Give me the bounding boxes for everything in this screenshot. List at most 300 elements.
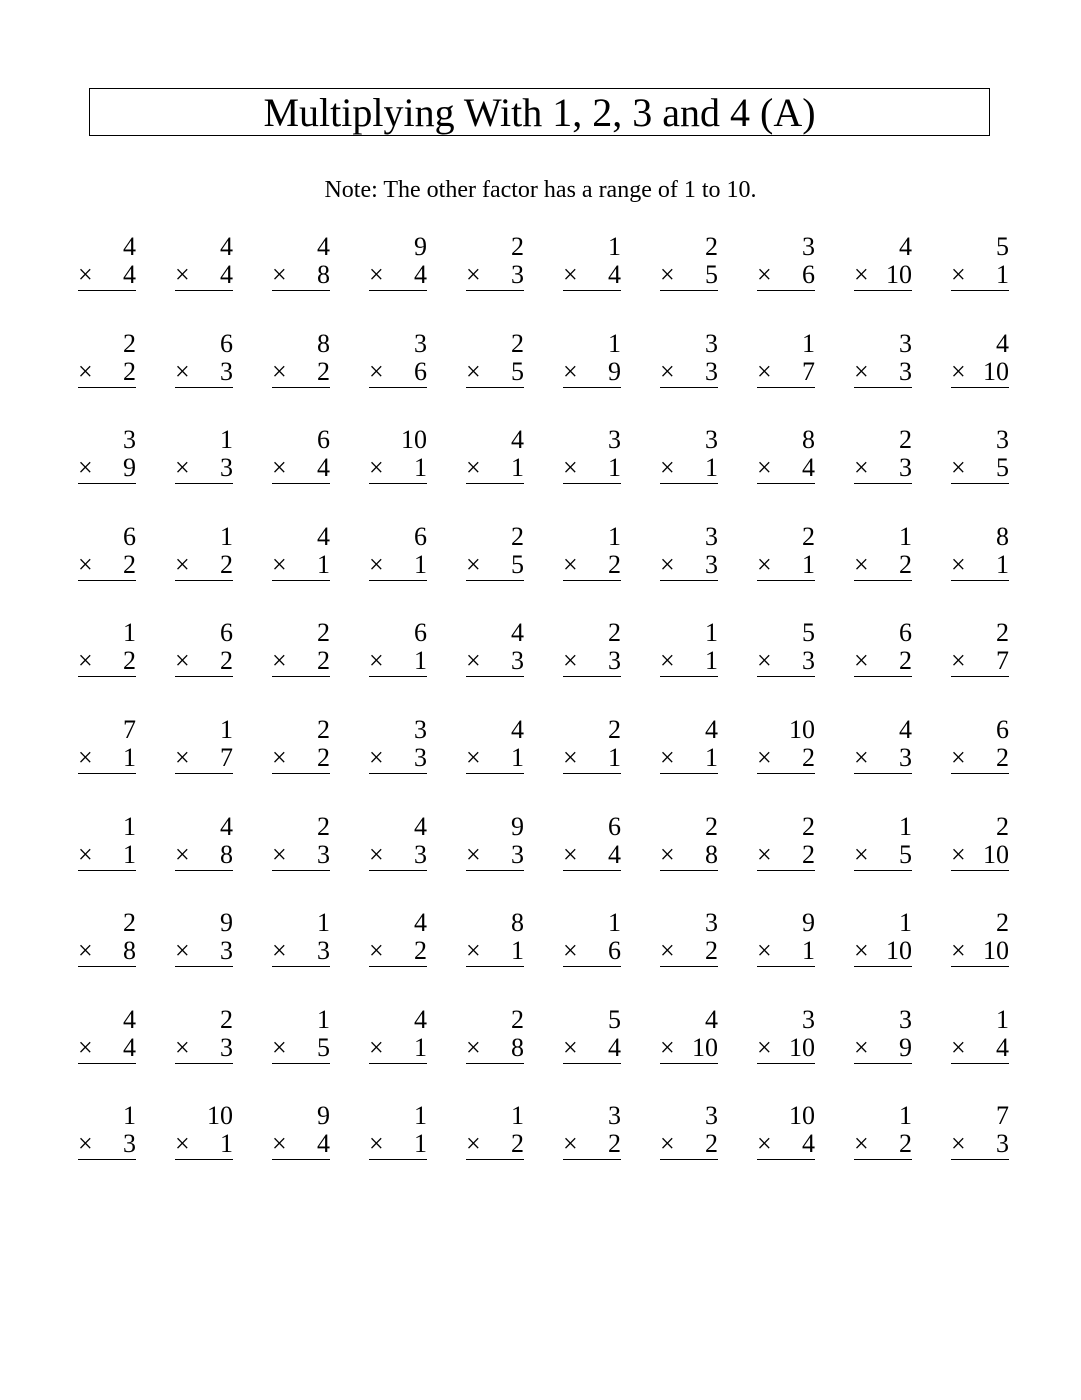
multiplication-problem <box>466 423 524 520</box>
multiplication-problem <box>563 230 621 327</box>
multiplication-problem <box>175 906 233 1003</box>
answer-line <box>757 262 815 291</box>
times-sign: × <box>175 742 190 772</box>
multiplication-problem <box>660 230 718 327</box>
top-factor: 1 <box>220 425 233 455</box>
bottom-factor: 10 <box>983 936 1009 966</box>
times-sign: × <box>175 646 190 676</box>
multiplication-problem <box>272 1003 330 1100</box>
multiplication-problem <box>272 423 330 520</box>
top-factor: 2 <box>996 811 1009 841</box>
bottom-factor: 2 <box>123 646 136 676</box>
top-factor: 4 <box>220 811 233 841</box>
answer-line <box>660 839 718 871</box>
multiplication-problem <box>563 713 621 810</box>
title-box <box>89 88 990 136</box>
multiplication-problem <box>660 616 718 713</box>
bottom-factor: 1 <box>123 839 136 869</box>
times-sign: × <box>563 453 578 483</box>
times-sign: × <box>78 549 93 579</box>
bottom-factor: 7 <box>802 356 815 386</box>
answer-line <box>854 455 912 484</box>
times-sign: × <box>78 742 93 772</box>
answer-line <box>951 455 1009 484</box>
multiplication-problem <box>466 230 524 327</box>
times-sign: × <box>466 356 481 386</box>
multiplication-problem <box>563 423 621 520</box>
times-sign: × <box>660 839 675 869</box>
answer-line <box>466 549 524 581</box>
multiplication-problem <box>78 423 136 520</box>
problem-row <box>78 423 1018 520</box>
bottom-factor: 2 <box>317 646 330 676</box>
multiplication-problem <box>563 616 621 713</box>
times-sign: × <box>951 742 966 772</box>
multiplication-problem <box>175 713 233 810</box>
top-factor: 5 <box>996 232 1009 261</box>
top-factor: 10 <box>401 425 427 455</box>
top-factor: 8 <box>511 908 524 938</box>
multiplication-problem <box>175 1099 233 1196</box>
top-factor: 2 <box>317 811 330 841</box>
bottom-factor: 3 <box>414 839 427 869</box>
times-sign: × <box>854 549 869 579</box>
multiplication-problem <box>854 616 912 713</box>
top-factor: 2 <box>220 1004 233 1034</box>
times-sign: × <box>951 453 966 483</box>
bottom-factor: 2 <box>996 742 1009 772</box>
answer-line <box>78 1131 136 1160</box>
top-factor: 6 <box>317 425 330 455</box>
answer-line <box>78 356 136 388</box>
multiplication-problem <box>660 906 718 1003</box>
times-sign: × <box>951 936 966 966</box>
answer-line <box>660 455 718 484</box>
answer-line <box>175 1131 233 1160</box>
times-sign: × <box>757 260 772 289</box>
bottom-factor: 4 <box>220 260 233 289</box>
multiplication-problem <box>951 423 1009 520</box>
multiplication-problem <box>175 810 233 907</box>
multiplication-problem <box>854 423 912 520</box>
bottom-factor: 3 <box>802 646 815 676</box>
bottom-factor: 4 <box>608 839 621 869</box>
answer-line <box>175 938 233 967</box>
bottom-factor: 3 <box>414 742 427 772</box>
times-sign: × <box>369 260 384 289</box>
bottom-factor: 1 <box>220 1129 233 1159</box>
answer-line <box>466 648 524 677</box>
bottom-factor: 3 <box>317 839 330 869</box>
times-sign: × <box>563 1032 578 1062</box>
bottom-factor: 4 <box>802 1129 815 1159</box>
bottom-factor: 4 <box>317 453 330 483</box>
bottom-factor: 3 <box>705 549 718 579</box>
multiplication-problem <box>854 327 912 424</box>
top-factor: 2 <box>511 1004 524 1034</box>
answer-line <box>369 262 427 291</box>
multiplication-problem <box>272 327 330 424</box>
bottom-factor: 2 <box>511 1129 524 1159</box>
top-factor: 4 <box>705 714 718 744</box>
times-sign: × <box>757 1032 772 1062</box>
answer-line <box>854 1032 912 1064</box>
bottom-factor: 5 <box>899 839 912 869</box>
multiplication-problem <box>175 520 233 617</box>
answer-line <box>78 839 136 871</box>
answer-line <box>563 1032 621 1064</box>
times-sign: × <box>660 1032 675 1062</box>
answer-line <box>466 356 524 388</box>
multiplication-problem <box>466 616 524 713</box>
times-sign: × <box>951 549 966 579</box>
times-sign: × <box>78 646 93 676</box>
times-sign: × <box>757 936 772 966</box>
answer-line <box>78 938 136 967</box>
multiplication-problem <box>369 423 427 520</box>
multiplication-problem <box>369 906 427 1003</box>
top-factor: 7 <box>123 714 136 744</box>
times-sign: × <box>660 260 675 289</box>
multiplication-problem <box>272 520 330 617</box>
bottom-factor: 1 <box>705 646 718 676</box>
top-factor: 4 <box>317 232 330 261</box>
bottom-factor: 10 <box>886 936 912 966</box>
answer-line <box>563 262 621 291</box>
multiplication-problem <box>175 327 233 424</box>
top-factor: 1 <box>220 521 233 551</box>
bottom-factor: 1 <box>414 646 427 676</box>
top-factor: 1 <box>123 618 136 648</box>
times-sign: × <box>175 936 190 966</box>
times-sign: × <box>272 260 287 289</box>
multiplication-problem <box>951 1099 1009 1196</box>
times-sign: × <box>563 260 578 289</box>
multiplication-problem <box>78 1099 136 1196</box>
times-sign: × <box>272 356 287 386</box>
answer-line <box>951 549 1009 581</box>
answer-line <box>175 549 233 581</box>
top-factor: 2 <box>608 618 621 648</box>
problem-row <box>78 810 1018 907</box>
bottom-factor: 2 <box>802 742 815 772</box>
top-factor: 4 <box>123 232 136 261</box>
top-factor: 10 <box>789 714 815 744</box>
answer-line <box>175 742 233 774</box>
answer-line <box>272 1131 330 1160</box>
top-factor: 5 <box>802 618 815 648</box>
answer-line <box>951 1032 1009 1064</box>
bottom-factor: 3 <box>317 936 330 966</box>
times-sign: × <box>660 936 675 966</box>
answer-line <box>757 455 815 484</box>
top-factor: 2 <box>317 714 330 744</box>
bottom-factor: 8 <box>123 936 136 966</box>
bottom-factor: 5 <box>705 260 718 289</box>
times-sign: × <box>369 549 384 579</box>
bottom-factor: 2 <box>608 1129 621 1159</box>
multiplication-problem <box>563 810 621 907</box>
bottom-factor: 2 <box>802 839 815 869</box>
multiplication-problem <box>369 520 427 617</box>
top-factor: 1 <box>608 328 621 358</box>
times-sign: × <box>854 936 869 966</box>
worksheet-title: Multiplying With 1, 2, 3 and 4 (A) <box>263 90 816 135</box>
top-factor: 8 <box>802 425 815 455</box>
multiplication-problem <box>757 713 815 810</box>
times-sign: × <box>757 549 772 579</box>
answer-line <box>369 938 427 967</box>
answer-line <box>757 938 815 967</box>
top-factor: 3 <box>123 425 136 455</box>
bottom-factor: 2 <box>220 646 233 676</box>
times-sign: × <box>78 1129 93 1159</box>
times-sign: × <box>272 453 287 483</box>
top-factor: 1 <box>996 1004 1009 1034</box>
top-factor: 4 <box>123 1004 136 1034</box>
multiplication-problem <box>757 1099 815 1196</box>
answer-line <box>563 742 621 774</box>
multiplication-problem <box>951 713 1009 810</box>
bottom-factor: 6 <box>802 260 815 289</box>
answer-line <box>563 549 621 581</box>
times-sign: × <box>466 260 481 289</box>
multiplication-problem <box>757 230 815 327</box>
answer-line <box>466 1131 524 1160</box>
answer-line <box>854 648 912 677</box>
multiplication-problem <box>369 327 427 424</box>
answer-line <box>757 1032 815 1064</box>
bottom-factor: 3 <box>220 936 233 966</box>
answer-line <box>854 262 912 291</box>
multiplication-problem <box>466 1099 524 1196</box>
bottom-factor: 9 <box>608 356 621 386</box>
bottom-factor: 2 <box>220 549 233 579</box>
bottom-factor: 1 <box>414 453 427 483</box>
bottom-factor: 1 <box>511 742 524 772</box>
answer-line <box>272 742 330 774</box>
bottom-factor: 2 <box>608 549 621 579</box>
bottom-factor: 5 <box>317 1032 330 1062</box>
multiplication-problem <box>854 1003 912 1100</box>
bottom-factor: 1 <box>317 549 330 579</box>
multiplication-problem <box>369 230 427 327</box>
top-factor: 2 <box>511 232 524 261</box>
times-sign: × <box>660 1129 675 1159</box>
times-sign: × <box>951 356 966 386</box>
top-factor: 5 <box>608 1004 621 1034</box>
times-sign: × <box>466 453 481 483</box>
answer-line <box>175 839 233 871</box>
times-sign: × <box>175 1129 190 1159</box>
bottom-factor: 8 <box>317 260 330 289</box>
times-sign: × <box>466 742 481 772</box>
bottom-factor: 3 <box>899 742 912 772</box>
answer-line <box>563 648 621 677</box>
top-factor: 1 <box>220 714 233 744</box>
answer-line <box>951 262 1009 291</box>
times-sign: × <box>175 839 190 869</box>
times-sign: × <box>757 1129 772 1159</box>
answer-line <box>563 455 621 484</box>
multiplication-problem <box>369 1003 427 1100</box>
top-factor: 4 <box>511 714 524 744</box>
bottom-factor: 2 <box>899 549 912 579</box>
bottom-factor: 1 <box>608 453 621 483</box>
top-factor: 2 <box>996 618 1009 648</box>
answer-line <box>854 356 912 388</box>
top-factor: 3 <box>802 1004 815 1034</box>
top-factor: 1 <box>802 328 815 358</box>
answer-line <box>78 549 136 581</box>
answer-line <box>660 1131 718 1160</box>
multiplication-problem <box>272 230 330 327</box>
answer-line <box>757 356 815 388</box>
bottom-factor: 2 <box>899 646 912 676</box>
bottom-factor: 1 <box>705 742 718 772</box>
top-factor: 9 <box>802 908 815 938</box>
answer-line <box>854 839 912 871</box>
multiplication-problem <box>369 713 427 810</box>
multiplication-problem <box>660 1003 718 1100</box>
times-sign: × <box>272 646 287 676</box>
answer-line <box>175 648 233 677</box>
times-sign: × <box>78 936 93 966</box>
answer-line <box>78 455 136 484</box>
top-factor: 1 <box>123 1101 136 1131</box>
top-factor: 6 <box>220 328 233 358</box>
top-factor: 9 <box>511 811 524 841</box>
bottom-factor: 1 <box>511 453 524 483</box>
multiplication-problem <box>854 713 912 810</box>
times-sign: × <box>660 356 675 386</box>
bottom-factor: 2 <box>123 549 136 579</box>
multiplication-problem <box>272 1099 330 1196</box>
top-factor: 1 <box>899 1101 912 1131</box>
answer-line <box>369 839 427 871</box>
top-factor: 8 <box>317 328 330 358</box>
bottom-factor: 9 <box>123 453 136 483</box>
top-factor: 1 <box>317 908 330 938</box>
times-sign: × <box>757 356 772 386</box>
bottom-factor: 3 <box>705 356 718 386</box>
bottom-factor: 8 <box>220 839 233 869</box>
multiplication-problem <box>563 1099 621 1196</box>
top-factor: 4 <box>414 811 427 841</box>
answer-line <box>369 1032 427 1064</box>
times-sign: × <box>660 453 675 483</box>
multiplication-problem <box>78 1003 136 1100</box>
answer-line <box>660 1032 718 1064</box>
top-factor: 4 <box>414 908 427 938</box>
bottom-factor: 3 <box>899 453 912 483</box>
bottom-factor: 7 <box>220 742 233 772</box>
times-sign: × <box>272 549 287 579</box>
top-factor: 3 <box>705 425 718 455</box>
top-factor: 3 <box>802 232 815 261</box>
multiplication-problem <box>854 520 912 617</box>
problem-row <box>78 230 1018 327</box>
answer-line <box>272 648 330 677</box>
top-factor: 3 <box>899 1004 912 1034</box>
times-sign: × <box>466 839 481 869</box>
bottom-factor: 6 <box>608 936 621 966</box>
times-sign: × <box>563 742 578 772</box>
top-factor: 3 <box>899 328 912 358</box>
answer-line <box>757 549 815 581</box>
times-sign: × <box>854 1129 869 1159</box>
times-sign: × <box>78 453 93 483</box>
times-sign: × <box>175 453 190 483</box>
top-factor: 4 <box>996 328 1009 358</box>
times-sign: × <box>854 260 869 289</box>
bottom-factor: 4 <box>608 260 621 289</box>
answer-line <box>563 839 621 871</box>
top-factor: 6 <box>414 618 427 648</box>
multiplication-problem <box>951 906 1009 1003</box>
top-factor: 6 <box>414 521 427 551</box>
answer-line <box>466 839 524 871</box>
answer-line <box>272 938 330 967</box>
multiplication-problem <box>563 906 621 1003</box>
answer-line <box>563 356 621 388</box>
problem-row <box>78 906 1018 1003</box>
multiplication-problem <box>466 327 524 424</box>
multiplication-problem <box>563 1003 621 1100</box>
multiplication-problem <box>854 906 912 1003</box>
times-sign: × <box>78 260 93 289</box>
bottom-factor: 1 <box>414 1032 427 1062</box>
times-sign: × <box>563 1129 578 1159</box>
problem-row <box>78 520 1018 617</box>
multiplication-problem <box>951 616 1009 713</box>
bottom-factor: 3 <box>511 646 524 676</box>
top-factor: 1 <box>899 521 912 551</box>
multiplication-problem <box>660 713 718 810</box>
answer-line <box>660 356 718 388</box>
bottom-factor: 8 <box>705 839 718 869</box>
bottom-factor: 5 <box>511 356 524 386</box>
answer-line <box>951 1131 1009 1160</box>
answer-line <box>951 938 1009 967</box>
bottom-factor: 1 <box>414 549 427 579</box>
bottom-factor: 1 <box>996 549 1009 579</box>
times-sign: × <box>660 646 675 676</box>
times-sign: × <box>466 1129 481 1159</box>
answer-line <box>175 262 233 291</box>
multiplication-problem <box>78 906 136 1003</box>
times-sign: × <box>951 1032 966 1062</box>
bottom-factor: 1 <box>802 936 815 966</box>
multiplication-problem <box>78 616 136 713</box>
times-sign: × <box>757 839 772 869</box>
answer-line <box>175 455 233 484</box>
times-sign: × <box>951 260 966 289</box>
times-sign: × <box>175 356 190 386</box>
answer-line <box>272 262 330 291</box>
multiplication-problem <box>466 520 524 617</box>
top-factor: 1 <box>608 232 621 261</box>
times-sign: × <box>660 742 675 772</box>
answer-line <box>660 938 718 967</box>
top-factor: 6 <box>123 521 136 551</box>
bottom-factor: 1 <box>511 936 524 966</box>
top-factor: 1 <box>899 908 912 938</box>
top-factor: 4 <box>511 425 524 455</box>
multiplication-problem <box>757 327 815 424</box>
times-sign: × <box>854 1032 869 1062</box>
times-sign: × <box>563 646 578 676</box>
